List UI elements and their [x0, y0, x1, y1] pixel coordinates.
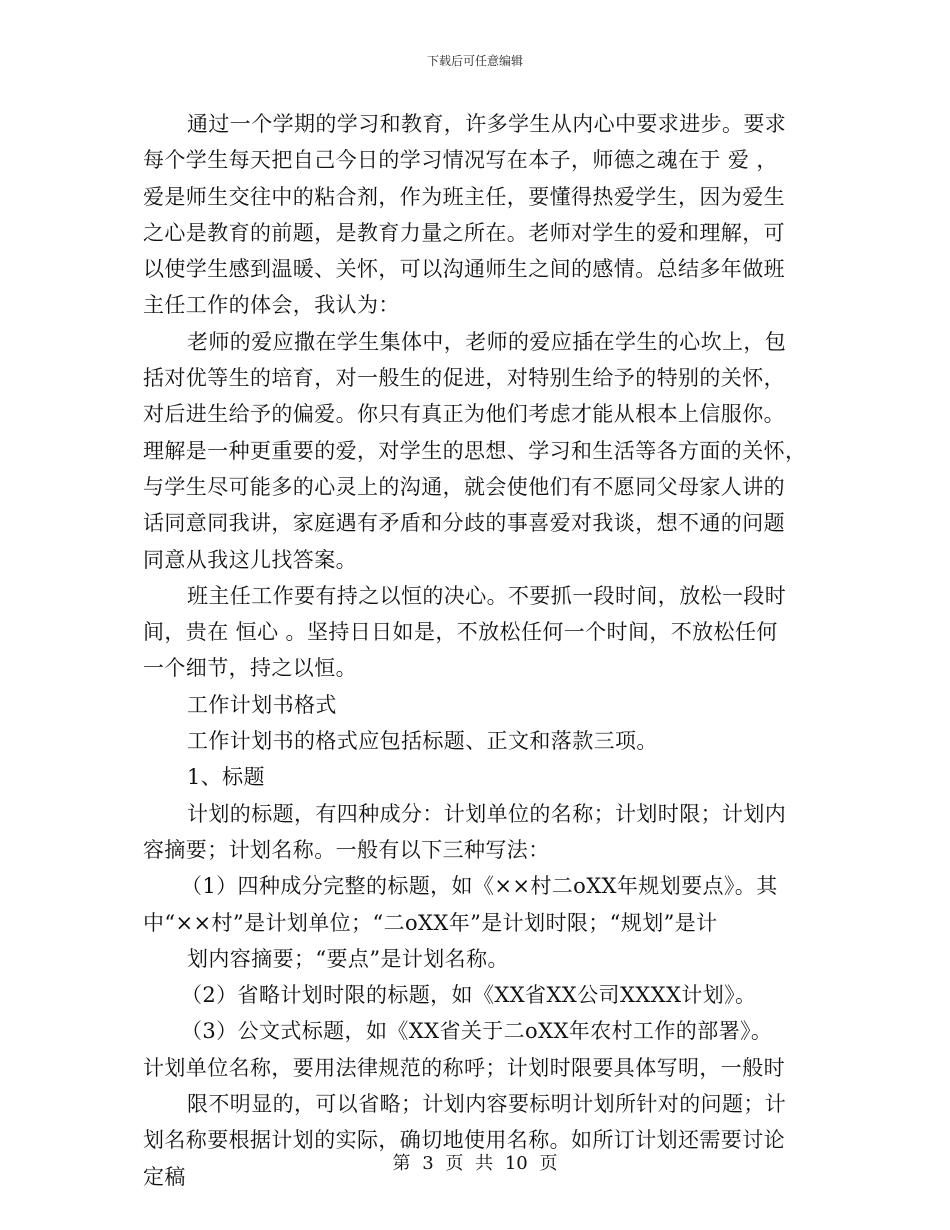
text-line: 计划的标题，有四种成分：计划单位的名称；计划时限；计划内: [187, 801, 787, 826]
text-line: 计划单位名称，要用法律规范的称呼；计划时限要具体写明，一般时: [143, 1055, 785, 1080]
text-line: 爱是师生交往中的粘合剂，作为班主任，要懂得热爱学生，因为爱生: [143, 184, 785, 209]
text-line: 工作计划书的格式应包括标题、正文和落款三项。: [187, 729, 658, 754]
section-heading: 工作计划书格式: [187, 692, 337, 717]
text-line: （2）省略计划时限的标题，如《XX省XX公司XXXX计划》。: [181, 983, 757, 1008]
text-line: （3）公文式标题，如《XX省关于二oXX年农村工作的部署》。: [181, 1019, 773, 1044]
text-line: （1）四种成分完整的标题，如《××村二oXX年规划要点》。其: [181, 874, 778, 899]
text-line: 括对优等生的培育，对一般生的促进，对特别生给予的特别的关怀，: [143, 366, 785, 391]
text-line: 定稿: [143, 1164, 186, 1189]
text-line: 划名称要根据计划的实际，确切地使用名称。如所订计划还需要讨论: [143, 1128, 785, 1153]
text-line: 一个细节，持之以恒。: [143, 656, 357, 681]
page-header: 下载后可任意编辑: [426, 54, 523, 68]
text-line: 同意从我这儿找答案。: [143, 547, 357, 572]
text-line: 中“××村”是计划单位；“二oXX年”是计划时限；“规划”是计: [143, 910, 718, 935]
text-line: 老师的爱应撒在学生集体中，老师的爱应插在学生的心坎上，包: [187, 329, 787, 354]
document-body: [143, 106, 813, 1195]
text-line: 容摘要；计划名称。一般有以下三种写法：: [143, 837, 550, 862]
text-line: 之心是教育的前题，是教育力量之所在。老师对学生的爱和理解，可: [143, 220, 785, 245]
text-line: 话同意同我讲，家庭遇有矛盾和分歧的事喜爱对我谈，想不通的问题: [143, 511, 785, 536]
text-line: 理解是一种更重要的爱，对学生的思想、学习和生活等各方面的关怀，: [143, 438, 807, 463]
text-line: 与学生尽可能多的心灵上的沟通，就会使他们有不愿同父母家人讲的: [143, 474, 785, 499]
text-line: 每个学生每天把自己今日的学习情况写在本子，师德之魂在于 爱 ，: [143, 148, 778, 173]
text-line: 通过一个学期的学习和教育，许多学生从内心中要求进步。要求: [187, 112, 787, 136]
page-number-footer: 第 3 页 共 10 页: [392, 1153, 558, 1174]
text-line: 以使学生感到温暖、关怀，可以沟通师生之间的感情。总结多年做班: [143, 257, 785, 282]
text-line: 班主任工作要有持之以恒的决心。不要抓一段时间，放松一段时: [187, 583, 787, 608]
text-line: 划内容摘要；“要点”是计划名称。: [187, 946, 509, 971]
text-line: 间，贵在 恒心 。坚持日日如是，不放松任何一个时间，不放松任何: [143, 620, 778, 645]
subsection-heading: 1、标题: [187, 765, 265, 790]
text-line: 限不明显的，可以省略；计划内容要标明计划所针对的问题；计: [187, 1092, 787, 1117]
text-line: 对后进生给予的偏爱。你只有真正为他们考虑才能从根本上信服你。: [143, 402, 785, 427]
text-line: 主任工作的体会，我认为：: [143, 293, 400, 318]
